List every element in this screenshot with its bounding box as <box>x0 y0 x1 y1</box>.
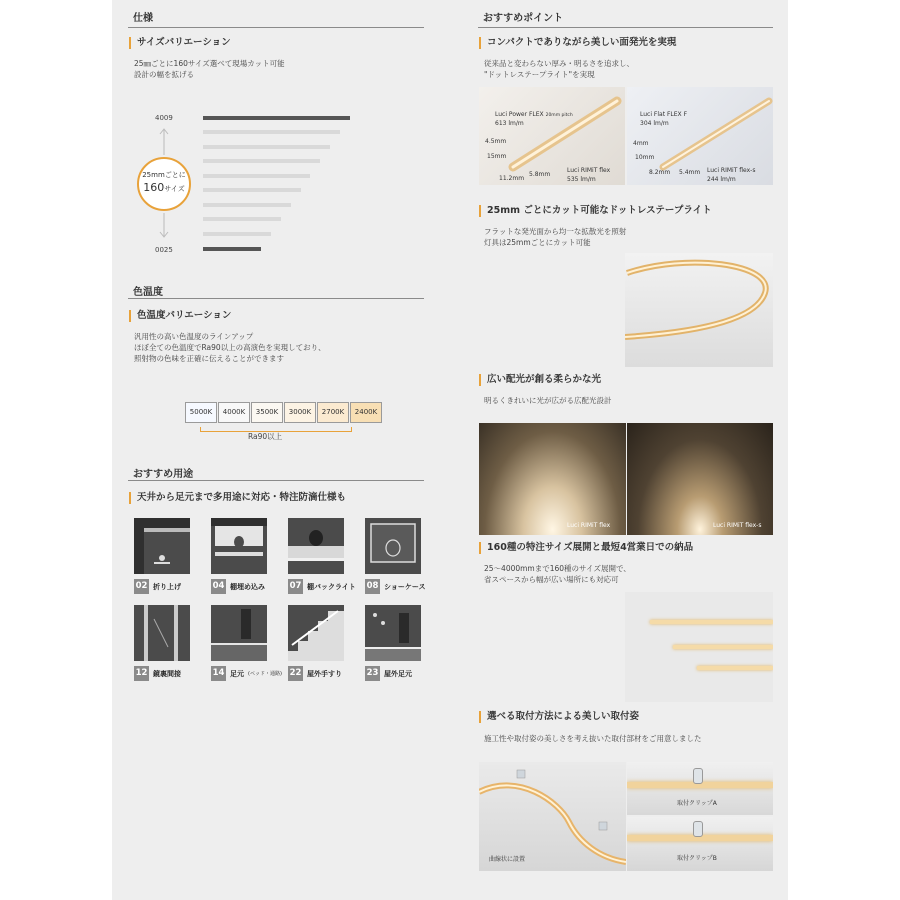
size-variation-title: サイズバリエーション <box>129 37 231 49</box>
point3-title: 広い配光が創る柔らかな光 <box>479 374 601 386</box>
badge-count <box>139 181 189 194</box>
comp-b2-lm: 244 lm/m <box>707 176 736 183</box>
size-stick <box>650 620 773 624</box>
mount-curve-image <box>479 762 626 871</box>
color-desc-1: 汎用性の高い色温度のラインアップ <box>134 332 254 341</box>
comp-a-note: 20mm pitch <box>545 113 573 118</box>
badge-line1: 25mmごとに <box>142 171 186 179</box>
point4-desc-1: 25～4000mmまで160種のサイズ展開で、 <box>484 564 631 573</box>
comp-a-d2: 15mm <box>487 153 507 160</box>
use-num: 14 <box>211 666 226 681</box>
size-stick <box>673 645 773 649</box>
use-label-12 <box>134 666 181 681</box>
light-dist-flex-s <box>627 423 773 535</box>
curved-tape-image <box>625 253 773 367</box>
use-num: 02 <box>134 579 149 594</box>
use-text: 鏡裏間接 <box>153 669 181 678</box>
use-label-02 <box>134 579 181 594</box>
size-stick <box>697 666 773 670</box>
size-max-label: 4009 <box>155 114 173 122</box>
use-label-07 <box>288 579 356 594</box>
comp-a2-lm: 535 lm/m <box>567 176 596 183</box>
color-desc-2: ほぼ全ての色温度でRa90以上の高演色を実現しており、 <box>134 343 326 352</box>
use-text: 棚バックライト <box>307 582 356 591</box>
use-num: 12 <box>134 666 149 681</box>
point1-desc-2: "ドットレステープライト"を実現 <box>484 70 595 79</box>
point3-desc: 明るくきれいに光が広がる広配光設計 <box>484 396 612 405</box>
use-tile-shelf-embed <box>211 518 267 574</box>
use-num: 08 <box>365 579 380 594</box>
comp-b-d2: 10mm <box>635 154 655 161</box>
use-tile-outdoor-handrail <box>288 605 344 661</box>
comp-a-d1: 4.5mm <box>485 138 507 145</box>
point2-desc-1: フラットな発光面から均一な拡散光を照射 <box>484 227 627 236</box>
use-label-14 <box>211 666 282 681</box>
light-dist-flex <box>479 423 626 535</box>
comp-b-lm: 304 lm/m <box>640 120 669 127</box>
use-label-04 <box>211 579 265 594</box>
comp-b-d4: 5.4mm <box>679 169 701 176</box>
use-tile-footlight <box>211 605 267 661</box>
use-text: ショーケース <box>384 582 426 591</box>
size-bar-max <box>203 116 350 120</box>
use-tile-shelf-backlight <box>288 518 344 574</box>
point2-title: 25mm ごとにカット可能なドットレステープライト <box>479 205 712 217</box>
point5-title: 選べる取付方法による美しい取付姿 <box>479 711 639 723</box>
use-tile-showcase <box>365 518 421 574</box>
use-label-08 <box>365 579 426 594</box>
size-bar <box>203 217 281 221</box>
spec-rule <box>128 27 424 28</box>
use-num: 23 <box>365 666 380 681</box>
use-tile-outdoor-foot <box>365 605 421 661</box>
clip-a-image <box>627 762 773 815</box>
ra-label: Ra90以上 <box>248 432 283 441</box>
comp-b2-name: Luci RIMiT flex-s <box>707 167 756 174</box>
use-label-23 <box>365 666 412 681</box>
color-temp-2400k: 2400K <box>350 402 382 423</box>
size-count-badge <box>137 157 191 211</box>
comp-a-name <box>495 111 573 120</box>
point4-title: 160種の特注サイズ展開と最短4営業日での納品 <box>479 542 693 554</box>
size-bar <box>203 159 320 163</box>
comp-a2-name: Luci RIMiT flex <box>567 167 611 174</box>
size-min-label: 0025 <box>155 246 173 254</box>
comp-b-name: Luci Flat FLEX F <box>640 111 688 118</box>
color-variation-title: 色温度バリエーション <box>129 310 231 322</box>
use-text: 足元 <box>230 669 244 678</box>
badge-num: 160 <box>143 181 165 194</box>
use-num: 22 <box>288 666 303 681</box>
badge-unit: サイズ <box>164 185 185 193</box>
color-temp-3500k: 3500K <box>251 402 283 423</box>
points-rule <box>478 27 773 28</box>
size-sticks-image <box>625 592 773 702</box>
mount-curve-shape <box>479 762 626 871</box>
light-dist-flex-s-label: Luci RIMiT flex-s <box>713 522 762 529</box>
use-sub-title: 天井から足元まで多用途に対応・特注防滴仕様も <box>129 492 346 504</box>
use-text: 棚埋め込み <box>230 582 265 591</box>
compact-comparison-image <box>479 87 773 185</box>
points-heading: おすすめポイント <box>483 13 564 24</box>
use-label-22 <box>288 666 342 681</box>
comp-a-name-text: Luci Power FLEX <box>495 111 544 118</box>
size-bar <box>203 145 330 149</box>
point2-desc-2: 灯具は25mmごとにカット可能 <box>484 238 591 247</box>
comp-a-lm: 613 lm/m <box>495 120 524 127</box>
color-temp-3000k: 3000K <box>284 402 316 423</box>
use-heading: おすすめ用途 <box>133 469 194 480</box>
size-bar <box>203 174 310 178</box>
clip-b-label: 取付クリップB <box>677 855 717 862</box>
color-desc-3: 照射物の色味を正確に伝えることができます <box>134 354 284 363</box>
spec-heading: 仕様 <box>133 13 153 24</box>
point1-desc-1: 従来品と変わらない厚み・明るさを追求し、 <box>484 59 634 68</box>
size-bar <box>203 203 291 207</box>
color-heading: 色温度 <box>133 287 163 298</box>
light-dist-flex-label: Luci RIMiT flex <box>567 522 611 529</box>
use-text: 折り上げ <box>153 582 181 591</box>
color-temp-2700k: 2700K <box>317 402 349 423</box>
point1-title: コンパクトでありながら美しい面発光を実現 <box>479 37 676 49</box>
clip-a-label: 取付クリップA <box>677 800 717 807</box>
size-desc-2: 設計の幅を拡げる <box>134 70 194 79</box>
comp-a-d3: 11.2mm <box>499 175 525 182</box>
point5-desc: 施工性や取付姿の美しさを考え抜いた取付部材をご用意しました <box>484 734 702 743</box>
use-note: (ベッド・通路) <box>248 671 282 677</box>
clip-b-image <box>627 817 773 871</box>
point4-desc-2: 省スペースから幅が広い場所にも対応可 <box>484 575 619 584</box>
mount-curve-label: 曲線状に設置 <box>489 856 526 863</box>
comp-b-d1: 4mm <box>633 140 649 147</box>
use-num: 07 <box>288 579 303 594</box>
size-bar <box>203 130 340 134</box>
clip-a-icon <box>693 768 703 784</box>
color-rule <box>128 298 424 299</box>
clip-b-icon <box>693 821 703 837</box>
comp-a-d4: 5.8mm <box>529 171 551 178</box>
size-bar-min <box>203 247 261 251</box>
use-text: 屋外足元 <box>384 669 412 678</box>
color-temp-5000k: 5000K <box>185 402 217 423</box>
use-tile-ceiling <box>134 518 190 574</box>
use-tile-mirror <box>134 605 190 661</box>
size-bar <box>203 232 271 236</box>
color-temp-4000k: 4000K <box>218 402 250 423</box>
size-bar <box>203 188 301 192</box>
size-desc-1: 25㎜ごとに160サイズ選べて現場カット可能 <box>134 59 285 68</box>
comp-b-d3: 8.2mm <box>649 169 671 176</box>
use-num: 04 <box>211 579 226 594</box>
curved-tape-shape <box>625 253 773 367</box>
use-text: 屋外手すり <box>307 669 342 678</box>
use-rule <box>128 480 424 481</box>
